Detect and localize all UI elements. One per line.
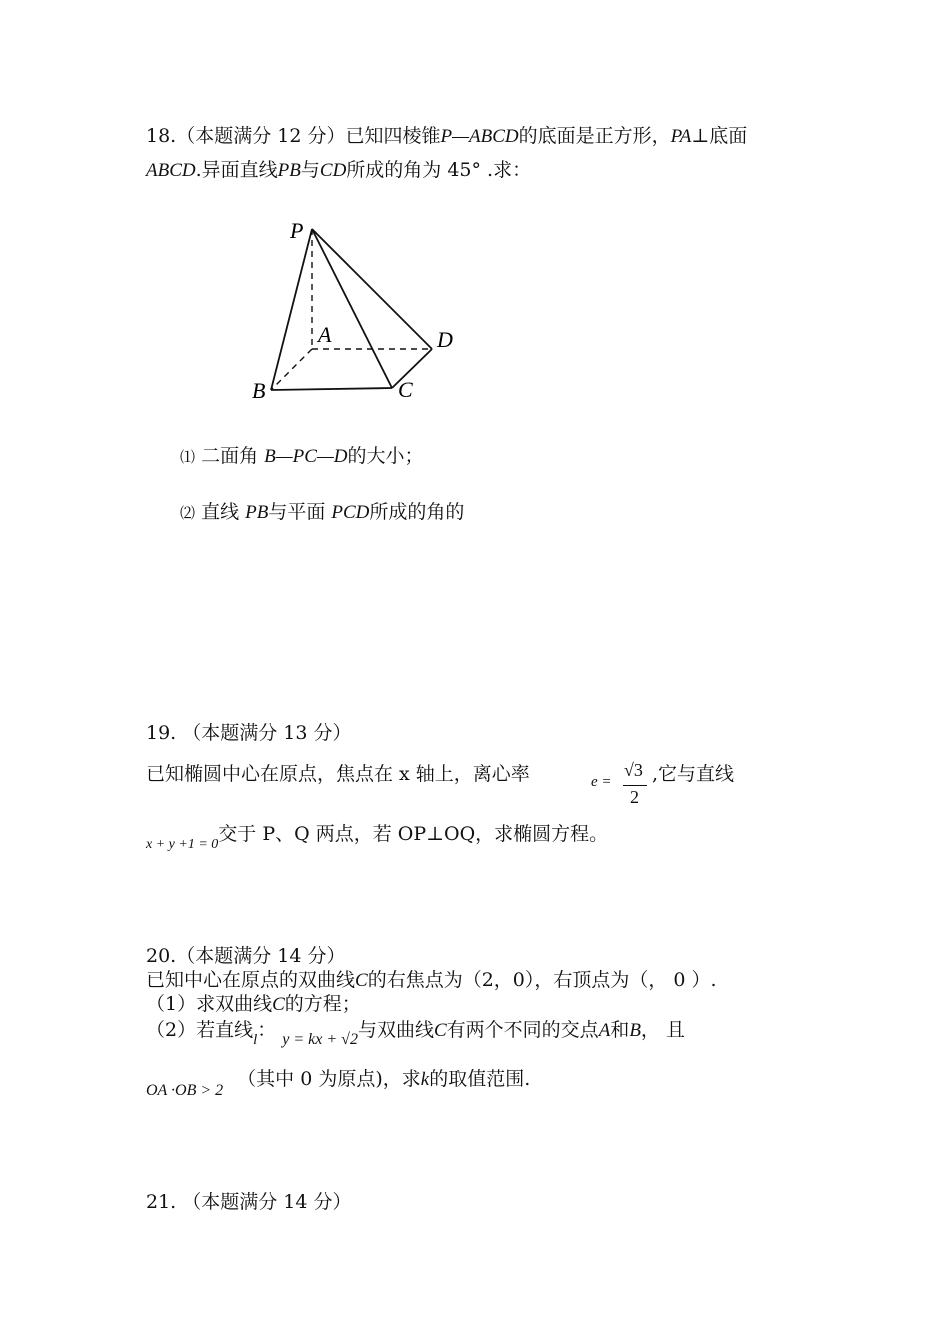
q20-p1a: （1）求双曲线	[146, 993, 273, 1015]
label-a: A	[318, 322, 332, 347]
q20-text1b: 的右焦点为（2，0），右顶点为（， 0 ）.	[367, 969, 717, 991]
q18-number: 18.	[146, 125, 177, 147]
q18-pb: PB	[277, 160, 301, 181]
pyramid-figure	[240, 210, 480, 410]
q20-part2	[146, 1018, 685, 1048]
q19-frac-num: √3	[624, 760, 643, 780]
q18-sub1-text: 二面角	[201, 445, 259, 467]
q18-sub2-text: 直线	[201, 501, 240, 523]
q19-text1: 已知椭圆中心在原点，焦点在 x 轴上，离心率	[146, 763, 530, 785]
q19-frac-den: 2	[630, 787, 639, 807]
q18-perp: ⊥底面	[691, 125, 748, 147]
q19-eccentricity	[591, 760, 651, 810]
q18-sub2-num: ⑵	[180, 504, 196, 522]
q18-cd: CD	[319, 160, 347, 181]
q18-sub2-pcd: PCD	[331, 502, 370, 523]
q18-text2: .异面直线	[195, 159, 278, 181]
q20-text1a: 已知中心在原点的双曲线	[146, 969, 356, 991]
q20-l: l	[253, 1032, 258, 1048]
q20-part1	[146, 992, 361, 1017]
q19-text2: ,它与直线	[652, 763, 735, 785]
q18-line-1	[146, 124, 747, 149]
q19-line-2	[146, 822, 609, 852]
q18-sub2-tail: 所成的角的	[369, 501, 465, 523]
q20-p2d: 有两个不同的交点	[446, 1019, 599, 1041]
q18-sub2	[180, 500, 464, 525]
q18-sub1-tail: 的大小；	[347, 445, 424, 467]
q19-line-eq: x + y +1 = 0	[146, 837, 219, 852]
q18-abcd: ABCD	[146, 160, 196, 181]
q18-pyramid-name: P—ABCD	[440, 126, 519, 147]
q18-sub2-mid: 与平面	[268, 501, 326, 523]
label-p: P	[290, 218, 304, 243]
q20-p1b: 的方程；	[284, 993, 361, 1015]
q19-head: 19. （本题满分 13 分）	[146, 722, 352, 744]
q18-text3: 所成的角为 45° .求：	[346, 159, 532, 181]
q20-head: 20.（本题满分 14 分）	[146, 945, 346, 967]
q18-sub1	[180, 444, 424, 469]
label-d: D	[437, 327, 453, 352]
q20-p2c: C	[433, 1020, 447, 1041]
q20-p2e: ， 且	[640, 1019, 685, 1041]
q20-he: 和	[610, 1019, 630, 1041]
q21-head: 21. （本题满分 14 分）	[146, 1191, 352, 1213]
q19-frac-bar	[623, 785, 647, 786]
q20-p3a: （其中 0 为原点)，求	[237, 1068, 421, 1090]
q19-e: e =	[591, 774, 612, 790]
q18-yu: 与	[300, 159, 320, 181]
q20-p3b: 的取值范围.	[429, 1068, 531, 1090]
q18-sub1-num: ⑴	[180, 448, 196, 466]
q20-p1c: C	[272, 994, 285, 1015]
q20-colon: ：	[257, 1019, 277, 1041]
q19-text3: 交于 P、Q 两点，若 OP⊥OQ，求椭圆方程。	[218, 823, 609, 845]
q18-line-2	[146, 158, 531, 183]
q18-sub2-pb: PB	[245, 502, 269, 523]
q18-text1: 的底面是正方形，	[518, 125, 671, 147]
q20-part3	[146, 1067, 531, 1099]
q20-a: A	[598, 1020, 611, 1041]
q20-line-eq: y = kx + √2	[282, 1031, 358, 1048]
q19-line-1	[146, 762, 530, 786]
q18-head: （本题满分 12 分）已知四棱锥	[176, 125, 441, 147]
q18-sub1-angle: B—PC—D	[264, 446, 348, 467]
q20-k: k	[420, 1069, 430, 1090]
q20-p2b: 与双曲线	[357, 1019, 434, 1041]
q20-inequality: OA ·OB > 2	[146, 1082, 224, 1099]
label-c: C	[398, 377, 413, 402]
q20-b: B	[629, 1020, 641, 1041]
label-b: B	[252, 378, 266, 403]
q18-pa: PA	[670, 126, 692, 147]
q20-p2a: （2）若直线	[146, 1019, 254, 1041]
q20-c: C	[355, 970, 368, 991]
q20-line-1	[146, 968, 717, 993]
